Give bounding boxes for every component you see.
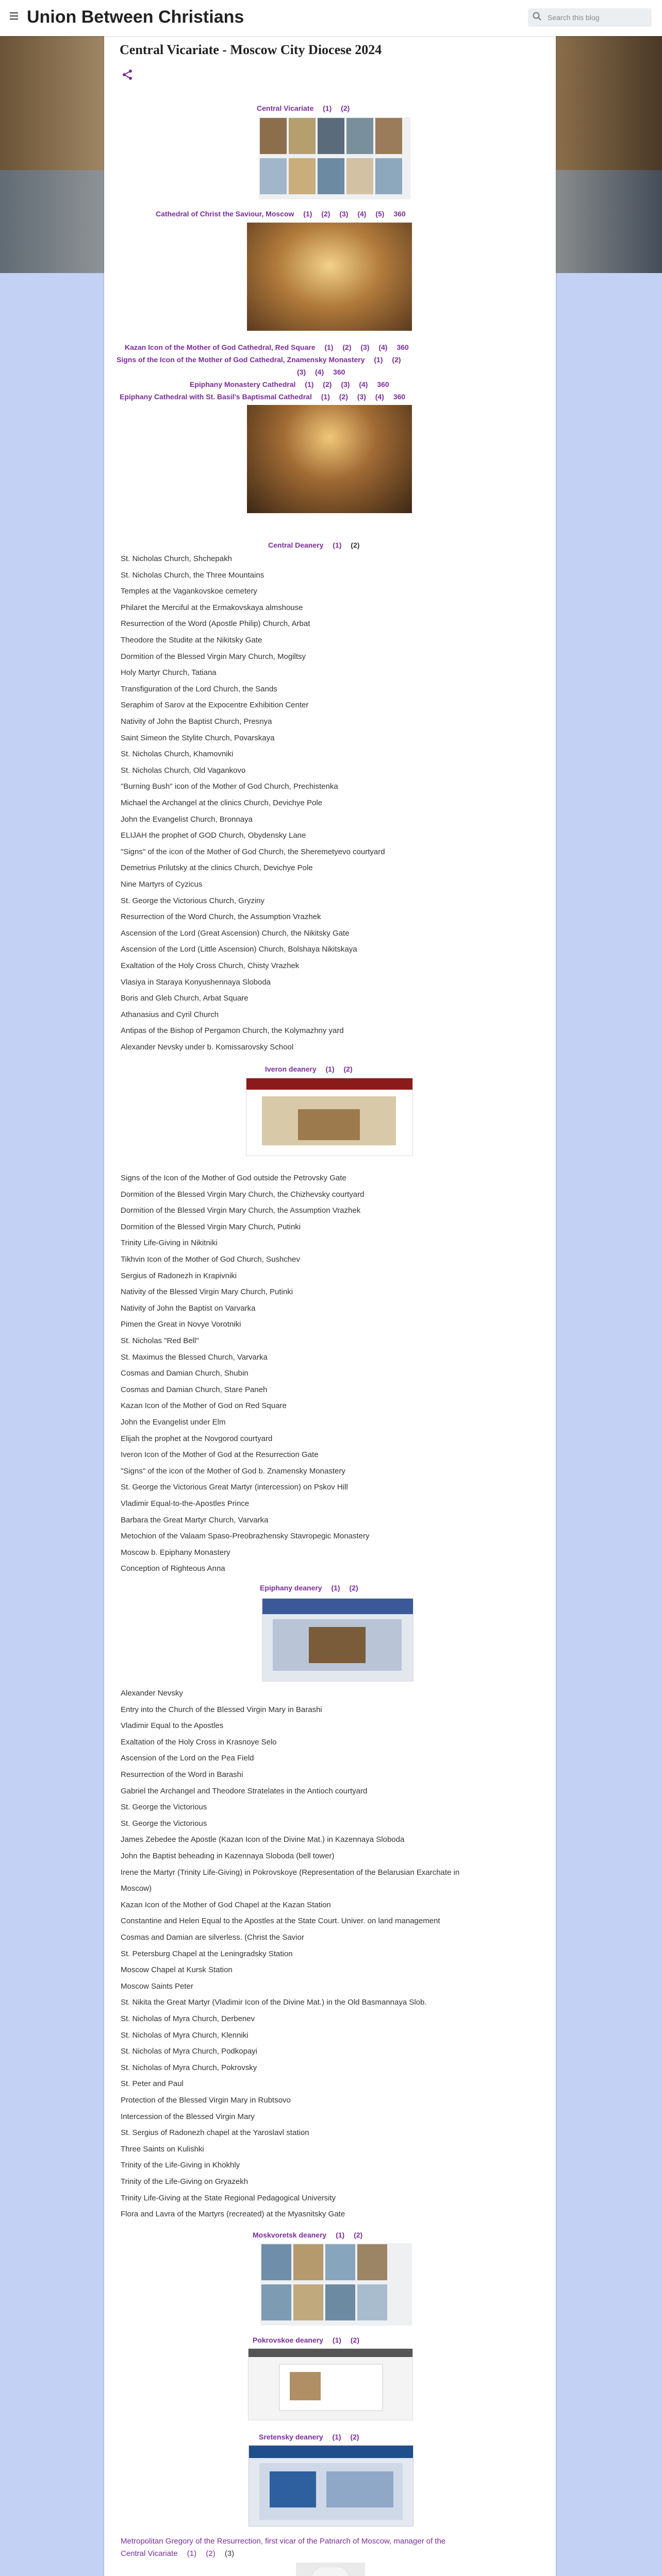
- epiphany-basil-label[interactable]: Epiphany Cathedral with St. Basil's Baptismal Cathedral: [120, 393, 312, 401]
- sretensky-link-2[interactable]: (2): [350, 2433, 359, 2441]
- list-item: Iveron Icon of the Mother of God at the Resurrection Gate: [121, 1450, 319, 1460]
- list-item: Moscow Chapel at Kursk Station: [121, 1965, 233, 1975]
- list-item: Kazan Icon of the Mother of God Chapel at the Kazan Station: [121, 1900, 331, 1909]
- list-item: St. Nicholas of Myra Church, Pokrovsky: [121, 2063, 257, 2072]
- epiphany-basil-link-2[interactable]: (2): [339, 393, 348, 401]
- central-deanery-label[interactable]: Central Deanery: [268, 541, 324, 549]
- blog-title[interactable]: Union Between Christians: [27, 7, 244, 27]
- list-item: Nine Martyrs of Cyzicus: [121, 880, 203, 889]
- list-item: "Signs" of the icon of the Mother of God b. Znamensky Monastery: [121, 1466, 345, 1476]
- epiphany-deanery-link-1[interactable]: (1): [331, 1584, 340, 1592]
- epiphany-link-360[interactable]: 360: [377, 380, 389, 388]
- sretensky-link-1[interactable]: (1): [332, 2433, 341, 2441]
- list-item: St. Nicholas of Myra Church, Derbenev: [121, 2014, 255, 2023]
- list-item: Dormition of the Blessed Virgin Mary Church, the Chizhevsky courtyard: [121, 1190, 365, 1199]
- list-item: "Burning Bush" icon of the Mother of God Church, Prechistenka: [121, 782, 338, 791]
- central-deanery-link-2[interactable]: (2): [351, 541, 360, 549]
- pokrovskoe-caption: [253, 2336, 367, 2344]
- moskvoretsk-link-2[interactable]: (2): [354, 2231, 363, 2239]
- metropolitan-caption-line2: [121, 2549, 241, 2558]
- sretensky-screenshot[interactable]: [249, 2445, 413, 2527]
- list-item: Antipas of the Bishop of Pergamon Church, the Kolymazhny yard: [121, 1026, 344, 1036]
- signs-caption: [117, 355, 408, 364]
- list-item: St. Maximus the Blessed Church, Varvarka: [121, 1352, 268, 1362]
- list-item: Ascension of the Lord (Great Ascension) Church, the Nikitsky Gate: [121, 928, 350, 938]
- metropolitan-caption: [121, 2537, 453, 2546]
- list-item: Intercession of the Blessed Virgin Mary: [121, 2112, 255, 2121]
- kazan-link-1[interactable]: (1): [324, 343, 334, 351]
- signs-link-2[interactable]: (2): [392, 355, 401, 364]
- moskvoretsk-caption: [253, 2231, 370, 2239]
- list-item: Moscow): [121, 1884, 152, 1893]
- pokrovskoe-screenshot[interactable]: [248, 2348, 413, 2420]
- list-item: Conception of Righteous Anna: [121, 1564, 225, 1573]
- list-item: Dormition of the Blessed Virgin Mary Church, Mogiltsy: [121, 652, 306, 661]
- kazan-link-360[interactable]: 360: [396, 343, 409, 351]
- metropolitan-line2[interactable]: Central Vicariate: [121, 2549, 178, 2558]
- list-item: Dormition of the Blessed Virgin Mary Church, Putinki: [121, 1222, 301, 1231]
- list-item: St. Nicholas Church, the Three Mountains: [121, 570, 264, 580]
- iveron-link-2[interactable]: (2): [343, 1065, 353, 1073]
- kazan-link-3[interactable]: (3): [360, 343, 370, 351]
- list-item: Vladimir Equal to the Apostles: [121, 1721, 224, 1731]
- iveron-link-1[interactable]: (1): [325, 1065, 335, 1073]
- signs-link-4[interactable]: (4): [315, 368, 324, 376]
- pokrovskoe-link-1[interactable]: (1): [332, 2336, 341, 2344]
- list-item: Transfiguration of the Lord Church, the Sands: [121, 684, 277, 693]
- epiphany-deanery-screenshot[interactable]: [262, 1598, 413, 1682]
- top-bar: [0, 0, 662, 36]
- iveron-caption: [265, 1065, 360, 1073]
- list-item: Exaltation of the Holy Cross in Krasnoye Selo: [121, 1737, 277, 1747]
- list-item: St. George the Victorious: [121, 1819, 207, 1828]
- list-item: Alexander Nevsky under b. Komissarovsky School: [121, 1043, 294, 1052]
- sretensky-caption: [259, 2433, 367, 2441]
- list-item: St. Nicholas of Myra Church, Podkopayi: [121, 2047, 258, 2056]
- list-item: ELIJAH the prophet of GOD Church, Obydensky Lane: [121, 831, 306, 840]
- list-item: Metochion of the Valaam Spaso-Preobrazhensky Stavropegic Monastery: [121, 1532, 370, 1541]
- search-icon[interactable]: [532, 11, 542, 22]
- epiphany-basil-link-360[interactable]: 360: [393, 393, 406, 401]
- metropolitan-line1[interactable]: Metropolitan Gregory of the Resurrection, first vicar of the Patriarch of Moscow, manager of the: [121, 2537, 446, 2546]
- list-item: Resurrection of the Word (Apostle Philip) Church, Arbat: [121, 619, 310, 629]
- signs-link-3[interactable]: (3): [297, 368, 306, 376]
- list-item: Irene the Martyr (Trinity Life-Giving) in Pokrovskoye (Representation of the Belarusian Exarchate in: [121, 1868, 460, 1877]
- list-item: St. George the Victorious Church, Gryziny: [121, 896, 265, 905]
- list-item: St. Peter and Paul: [121, 2079, 184, 2089]
- list-item: Michael the Archangel at the clinics Church, Devichye Pole: [121, 799, 323, 807]
- list-item: Tikhvin Icon of the Mother of God Church, Sushchev: [121, 1255, 300, 1264]
- list-item: St. Nikita the Great Martyr (Vladimir Icon of the Divine Mat.) in the Old Basmannaya Slob.: [121, 1998, 427, 2007]
- moskvoretsk-label[interactable]: Moskvoretsk deanery: [253, 2231, 327, 2239]
- list-item: Cosmas and Damian Church, Stare Paneh: [121, 1385, 268, 1394]
- list-item: Three Saints on Kulishki: [121, 2144, 204, 2154]
- list-item: Saint Simeon the Stylite Church, Povarskaya: [121, 733, 275, 742]
- metropolitan-link-2[interactable]: (2): [206, 2549, 216, 2558]
- list-item: Pimen the Great in Novye Vorotniki: [121, 1320, 241, 1329]
- post-container: [104, 32, 556, 2576]
- moskvoretsk-collage[interactable]: [260, 2243, 412, 2326]
- cathedral-link-5[interactable]: (5): [375, 210, 385, 218]
- cathedral-link-2[interactable]: (2): [321, 210, 330, 218]
- kazan-link-2[interactable]: (2): [342, 343, 352, 351]
- list-item: Athanasius and Cyril Church: [121, 1010, 219, 1019]
- epiphany-basil-link-4[interactable]: (4): [375, 393, 384, 401]
- list-item: Resurrection of the Word in Barashi: [121, 1770, 243, 1779]
- pokrovskoe-label[interactable]: Pokrovskoe deanery: [253, 2336, 323, 2344]
- kazan-caption: [125, 343, 416, 351]
- list-item: Trinity Life-Giving at the State Regional Pedagogical University: [121, 2193, 336, 2202]
- list-item: Theodore the Studite at the Nikitsky Gate: [121, 636, 262, 645]
- list-item: St. Nicholas Church, Shchepakh: [121, 554, 232, 563]
- list-item: Ascension of the Lord (Little Ascension) Church, Bolshaya Nikitskaya: [121, 945, 357, 954]
- sretensky-label[interactable]: Sretensky deanery: [259, 2433, 323, 2441]
- search-box[interactable]: [528, 8, 652, 27]
- list-item: John the Evangelist under Elm: [121, 1418, 226, 1427]
- list-item: John the Evangelist Church, Bronnaya: [121, 815, 253, 824]
- list-item: Elijah the prophet at the Novgorod courtyard: [121, 1434, 273, 1443]
- list-item: Vladimir Equal-to-the-Apostles Prince: [121, 1499, 250, 1508]
- cathedral-interior-photo[interactable]: [247, 223, 412, 331]
- list-item: Vlasiya in Staraya Konyushennaya Sloboda: [121, 977, 271, 987]
- list-item: Protection of the Blessed Virgin Mary in Rubtsovo: [121, 2096, 291, 2105]
- list-item: Kazan Icon of the Mother of God on Red Square: [121, 1401, 287, 1411]
- central-vicariate-collage[interactable]: [259, 117, 410, 199]
- epiphany-monastery-label[interactable]: Epiphany Monastery Cathedral: [190, 380, 296, 388]
- list-item: Flora and Lavra of the Martyrs (recreated) at the Myasnitsky Gate: [121, 2210, 345, 2219]
- cv-link-2[interactable]: (2): [341, 104, 350, 112]
- cathedral-label[interactable]: Cathedral of Christ the Saviour, Moscow: [156, 210, 294, 218]
- list-item: Moscow Saints Peter: [121, 1981, 193, 1991]
- search-input[interactable]: Search this blog: [548, 13, 600, 22]
- list-item: Barbara the Great Martyr Church, Varvarka: [121, 1515, 269, 1524]
- epiphany-basil-link-3[interactable]: (3): [357, 393, 366, 401]
- epiphany-basil-link-1[interactable]: (1): [321, 393, 330, 401]
- epiphany-link-1[interactable]: (1): [305, 380, 314, 388]
- metropolitan-link-3[interactable]: (3): [224, 2549, 235, 2558]
- list-item: Trinity Life-Giving in Nikitniki: [121, 1239, 218, 1248]
- list-item: Nativity of John the Baptist Church, Presnya: [121, 717, 272, 726]
- epiphany-deanery-link-2[interactable]: (2): [349, 1584, 358, 1592]
- list-item: Ascension of the Lord on the Pea Field: [121, 1754, 254, 1763]
- list-item: Boris and Gleb Church, Arbat Square: [121, 994, 249, 1003]
- post-title: Central Vicariate - Moscow City Diocese 2024: [120, 42, 382, 57]
- cv-link-1[interactable]: (1): [323, 104, 332, 112]
- list-item: St. Nicholas "Red Bell": [121, 1336, 199, 1345]
- list-item: Exaltation of the Holy Cross Church, Chisty Vrazhek: [121, 961, 300, 970]
- list-item: Dormition of the Blessed Virgin Mary Church, the Assumption Vrazhek: [121, 1206, 361, 1215]
- list-item: Holy Martyr Church, Tatiana: [121, 668, 217, 677]
- cathedral-link-3[interactable]: (3): [339, 210, 349, 218]
- list-item: Cosmas and Damian are silverless. (Christ the Savior: [121, 1933, 304, 1942]
- list-item: Gabriel the Archangel and Theodore Stratelates in the Antioch courtyard: [121, 1786, 368, 1795]
- list-item: Nativity of the Blessed Virgin Mary Church, Putinki: [121, 1287, 293, 1297]
- share-icon[interactable]: [122, 69, 133, 80]
- central-vicariate-caption: [257, 104, 357, 112]
- epiphany-link-3[interactable]: (3): [341, 380, 350, 388]
- central-vicariate-label[interactable]: Central Vicariate: [257, 104, 314, 112]
- list-item: St. Nicholas of Myra Church, Klenniki: [121, 2030, 249, 2040]
- list-item: Constantine and Helen Equal to the Apostles at the State Court. Univer. on land management: [121, 1917, 440, 1926]
- list-item: St. Nicholas Church, Khamovniki: [121, 750, 234, 759]
- epiphany-cathedral-photo[interactable]: [247, 405, 412, 513]
- list-item: Alexander Nevsky: [121, 1689, 183, 1698]
- signs-label[interactable]: Signs of the Icon of the Mother of God Cathedral, Znamensky Monastery: [117, 355, 365, 364]
- signs-link-1[interactable]: (1): [374, 355, 383, 364]
- kazan-link-4[interactable]: (4): [378, 343, 388, 351]
- cathedral-link-1[interactable]: (1): [303, 210, 312, 218]
- list-item: Demetrius Prilutsky at the clinics Church, Devichye Pole: [121, 863, 313, 873]
- list-item: St. George the Victorious: [121, 1803, 207, 1812]
- list-item: St. Sergius of Radonezh chapel at the Yaroslavl station: [121, 2128, 309, 2138]
- list-item: "Signs" of the icon of the Mother of God Church, the Sheremetyevo courtyard: [121, 847, 385, 856]
- central-deanery-link-1[interactable]: (1): [333, 541, 342, 549]
- list-item: Trinity of the Life-Giving in Khokhly: [121, 2161, 240, 2170]
- epiphany-link-4[interactable]: (4): [359, 380, 368, 388]
- epiphany-basil-caption: [120, 393, 412, 401]
- list-item: John the Baptist beheading in Kazennaya Sloboda (bell tower): [121, 1852, 335, 1860]
- epiphany-deanery-label[interactable]: Epiphany deanery: [260, 1584, 322, 1592]
- list-item: St. Nicholas Church, Old Vagankovo: [121, 766, 246, 775]
- list-item: Cosmas and Damian Church, Shubin: [121, 1369, 249, 1378]
- iveron-website-screenshot[interactable]: [246, 1078, 413, 1156]
- metropolitan-portrait[interactable]: [296, 2563, 365, 2576]
- list-item: Temples at the Vagankovskoe cemetery: [121, 587, 257, 596]
- epiphany-deanery-caption: [260, 1584, 366, 1592]
- list-item: Philaret the Merciful at the Ermakovskaya almshouse: [121, 603, 303, 612]
- iveron-label[interactable]: Iveron deanery: [265, 1065, 317, 1073]
- list-item: St. George the Victorious Great Martyr (intercession) on Pskov Hill: [121, 1483, 348, 1492]
- list-item: Resurrection of the Word Church, the Assumption Vrazhek: [121, 912, 321, 922]
- list-item: Sergius of Radonezh in Krapivniki: [121, 1271, 237, 1280]
- list-item: St. Petersburg Chapel at the Leningradsky Station: [121, 1949, 293, 1958]
- list-item: James Zebedee the Apostle (Kazan Icon of the Divine Mat.) in Kazennaya Sloboda: [121, 1835, 405, 1844]
- signs-caption-line2: [297, 368, 352, 376]
- moskvoretsk-link-1[interactable]: (1): [336, 2231, 345, 2239]
- epiphany-monastery-caption: [190, 380, 396, 388]
- metropolitan-link-1[interactable]: (1): [187, 2549, 197, 2558]
- central-deanery-caption: [268, 541, 367, 549]
- epiphany-link-2[interactable]: (2): [323, 380, 332, 388]
- cathedral-caption: [156, 210, 413, 218]
- kazan-label[interactable]: Kazan Icon of the Mother of God Cathedral, Red Square: [125, 343, 316, 351]
- list-item: Trinity of the Life-Giving on Gryazekh: [121, 2177, 249, 2186]
- menu-icon[interactable]: [8, 10, 20, 24]
- signs-link-360[interactable]: 360: [333, 368, 345, 376]
- list-item: Entry into the Church of the Blessed Virgin Mary in Barashi: [121, 1705, 322, 1714]
- pokrovskoe-link-2[interactable]: (2): [350, 2336, 359, 2344]
- list-item: Nativity of John the Baptist on Varvarka: [121, 1303, 256, 1313]
- list-item: Moscow b. Epiphany Monastery: [121, 1548, 230, 1557]
- cathedral-link-4[interactable]: (4): [357, 210, 367, 218]
- cathedral-link-360[interactable]: 360: [393, 210, 406, 218]
- list-item: Seraphim of Sarov at the Expocentre Exhibition Center: [121, 701, 309, 710]
- list-item: Signs of the Icon of the Mother of God outside the Petrovsky Gate: [121, 1174, 346, 1182]
